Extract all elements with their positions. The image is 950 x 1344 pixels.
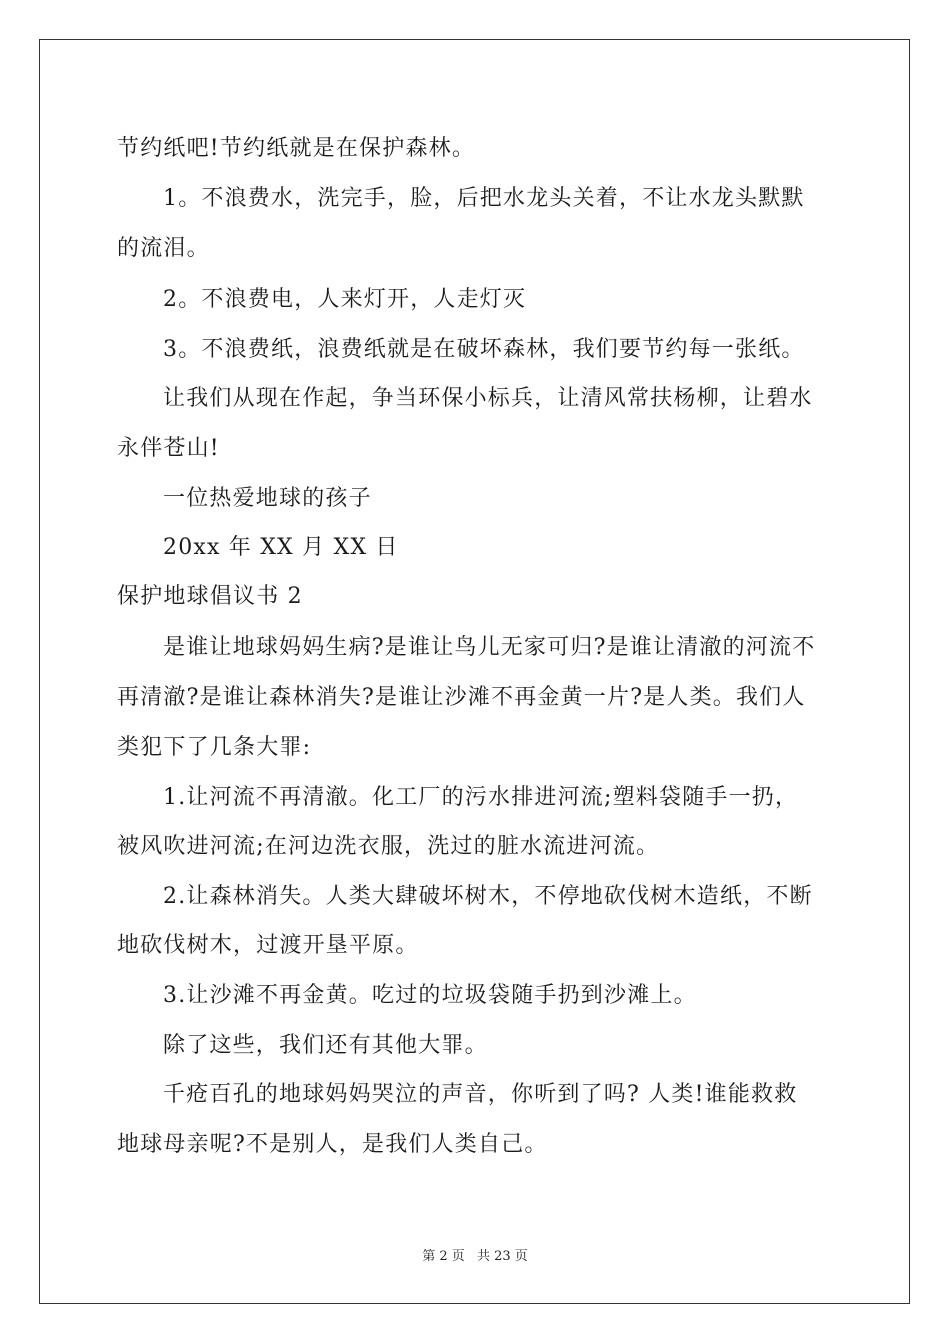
paragraph-line: 3。不浪费纸，浪费纸就是在破坏森林，我们要节约每一张纸。 bbox=[163, 337, 805, 362]
paragraph-line: 1。不浪费水，洗完手，脸，后把水龙头关着，不让水龙头默默 bbox=[163, 186, 805, 211]
paragraph-line: 除了这些，我们还有其他大罪。 bbox=[163, 1033, 488, 1058]
paragraph-line: 地球母亲呢?不是别人，是我们人类自己。 bbox=[117, 1132, 548, 1157]
paragraph-line: 类犯下了几条大罪: bbox=[117, 735, 312, 760]
paragraph-line: 再清澈?是谁让森林消失?是谁让沙滩不再金黄一片?是人类。我们人 bbox=[117, 685, 806, 710]
paragraph-line: 是谁让地球妈妈生病?是谁让鸟儿无家可归?是谁让清澈的河流不 bbox=[163, 635, 816, 660]
paragraph-line: 地砍伐树木，过渡开垦平原。 bbox=[117, 933, 419, 958]
paragraph-line: 3.让沙滩不再金黄。吃过的垃圾袋随手扔到沙滩上。 bbox=[163, 983, 697, 1008]
paragraph-line: 节约纸吧!节约纸就是在保护森林。 bbox=[117, 136, 476, 161]
section-title: 保护地球倡议书 2 bbox=[117, 584, 303, 609]
date-line: 20xx 年 XX 月 XX 日 bbox=[163, 535, 399, 560]
paragraph-line: 千疮百孔的地球妈妈哭泣的声音，你听到了吗? 人类!谁能救救 bbox=[163, 1082, 798, 1107]
page-footer bbox=[0, 1248, 950, 1266]
paragraph-line: 2.让森林消失。人类大肆破坏树木，不停地砍伐树木造纸，不断 bbox=[163, 884, 813, 909]
paragraph-line: 让我们从现在作起，争当环保小标兵，让清风常扶杨柳，让碧水 bbox=[163, 386, 813, 411]
page-number: 第 2 页 bbox=[422, 1249, 465, 1264]
paragraph-line: 的流泪。 bbox=[117, 236, 210, 261]
page-border bbox=[39, 39, 910, 1304]
paragraph-line: 被风吹进河流;在河边洗衣服，洗过的脏水流进河流。 bbox=[117, 834, 660, 859]
paragraph-line: 永伴苍山! bbox=[117, 436, 220, 461]
paragraph-line: 2。不浪费电，人来灯开，人走灯灭 bbox=[163, 287, 527, 312]
page-total: 共 23 页 bbox=[476, 1249, 528, 1264]
signature-line: 一位热爱地球的孩子 bbox=[163, 486, 372, 511]
paragraph-line: 1.让河流不再清澈。化工厂的污水排进河流;塑料袋随手一扔， bbox=[163, 785, 799, 810]
